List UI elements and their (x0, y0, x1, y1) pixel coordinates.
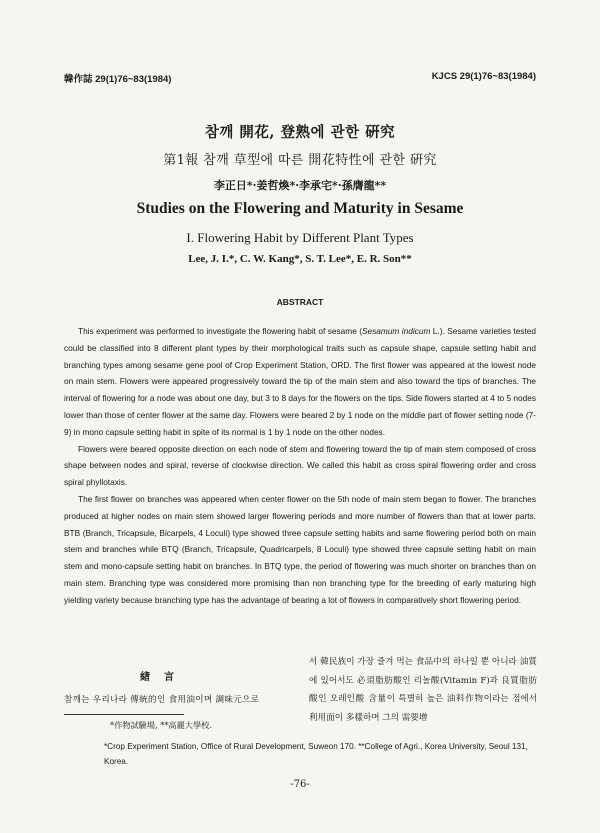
abstract-paragraph-1: This experiment was performed to investigate the flowering habit of sesame (Sesamum indicum L.). Sesame varieties tested could be classified into 8 different plant types by their morphological traits such as capsule shape, capsule setting habit and branching types among sesame gene pool of Crop Experiment Station, ORD. The first flower was appeared at the lowest node on main stem. Flowers were appeared progressively toward the tip of the main stem and also toward the tips of branches. The interval of flowering for a node was about one day, but 3 to 8 days for the flowers on the tips. Side flowers started at 4 to 5 nodes lower than those of center flower at the same day. Flowers were beared 2 by 1 node on the middle part of flower setting node (7-9) in mono capsule setting habit in spite of its normal is 1 by 1 node on the other nodes. (64, 326, 536, 437)
english-subtitle: I. Flowering Habit by Different Plant Types (186, 230, 414, 245)
abstract-heading: ABSTRACT (276, 297, 324, 307)
journal-citation-korean: 韓作誌 29(1)76~83(1984) (64, 74, 172, 85)
english-main-title: Studies on the Flowering and Maturity in Sesame (136, 200, 464, 217)
journal-citation-english: KJCS 29(1)76~83(1984) (431, 71, 536, 82)
abstract-body (64, 323, 536, 609)
footnote-rule (64, 714, 184, 715)
intro-left-column: 참깨는 우리나라 傳統的인 食用油이며 調味元으로 (64, 695, 260, 705)
korean-subtitle: 第1報 참깨 草型에 따른 開花特性에 관한 硏究 (163, 153, 437, 168)
intro-right-column: 서 韓民族이 가장 즐겨 먹는 食品中의 하나일 뿐 아니라 油質에 있어서도 必須脂肪酸인 리놀酸(Vitamin F)과 良質脂肪酸인 오레인酸 含量이 특별히 높은 油料作物이라는 점에서 利用面이 多樣하며 그의 需要增 (309, 657, 537, 723)
footnote-korean: *作物試驗場, **高麗大學校. (110, 720, 212, 730)
abstract-paragraph-3: The first flower on branches was appeared when center flower on the 5th node of main stem began to flower. The branches produced at higher nodes on main stem showed larger flowering periods and more number of flowers than that at lower parts. BTB (Branch, Tricapsule, Bicarpels, 4 Loculi) type showed three capsule setting habits and same flowering period both on main stem and branches while BTQ (Branch, Tricapsule, Quadricarpels, 8 Loculi) type showed three capsule setting habit on main stem and mono-capsule setting habit on branches. In BTQ type, the period of flowering was much shorter on branches than on main stem. Branching type was considered more promising than non branching type for the breeding of early maturing high yielding variety because branching type has the advantage of bearing a lot of flowers in comparatively short flowering period. (64, 493, 536, 605)
korean-authors: 李正日*·姜哲煥*·李承宅*·孫膺龍** (213, 179, 387, 192)
english-authors: Lee, J. I.*, C. W. Kang*, S. T. Lee*, E. R. Son** (188, 253, 412, 265)
species-name: Sesamum indicum (362, 326, 431, 336)
footnote-english: *Crop Experiment Station, Office of Rural Development, Suweon 170. **College of Agri., Korea University, Seoul 131, Korea. (104, 742, 528, 766)
page-number: -76- (290, 779, 310, 790)
introduction-heading: 緖言 (140, 672, 188, 683)
abstract-paragraph-2: Flowers were beared opposite direction on each node of stem and flowering toward the tip of main stem composed of cross shape between nodes and spiral, reverse of clockwise direction. We called this habit as cross spiral flowering order and cross spiral phyllotaxis. (64, 443, 536, 488)
korean-main-title: 참깨 開花, 登熟에 관한 硏究 (204, 124, 396, 141)
